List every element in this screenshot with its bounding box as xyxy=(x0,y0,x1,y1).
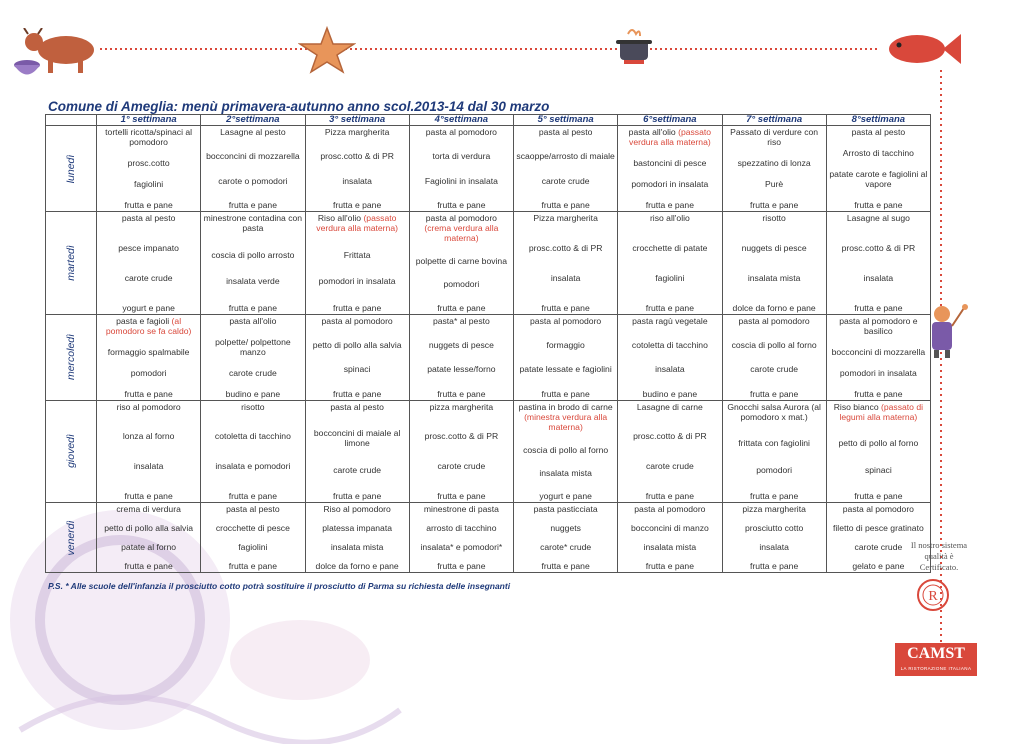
menu-item: bocconcini di maiale al limone xyxy=(313,428,401,449)
menu-item: frutta e pane xyxy=(228,491,277,502)
day-label-cell xyxy=(46,212,97,314)
menu-item-text: Riso bianco xyxy=(833,401,881,412)
menu-item: frutta e pane xyxy=(749,560,799,571)
menu-item: insalata* e pomodori* xyxy=(420,542,503,552)
menu-item: gelato e pane xyxy=(852,560,905,571)
menu-cell xyxy=(826,400,930,502)
menu-item: pasta al pesto xyxy=(330,401,384,412)
camst-logo xyxy=(895,643,977,676)
menu-item: frutta e pane xyxy=(541,302,590,313)
menu-item: insalata mista xyxy=(539,467,592,478)
menu-item: frutta e pane xyxy=(541,200,590,211)
day-row xyxy=(46,212,931,314)
menu-item: fagiolini xyxy=(655,272,685,283)
menu-item: pasta all'olio xyxy=(229,315,277,326)
menu-cell-content xyxy=(410,401,513,502)
menu-cell-content xyxy=(827,126,930,211)
menu-item: polpette/ polpettone manzo xyxy=(215,336,291,357)
menu-cell xyxy=(305,212,409,314)
menu-item: carote* crude xyxy=(540,542,592,552)
menu-item: crema di verdura xyxy=(116,504,181,515)
menu-cell xyxy=(514,503,618,573)
quality-note-line: Il nostro sistema xyxy=(910,540,968,550)
menu-cell xyxy=(201,503,305,573)
menu-item: fagiolini xyxy=(238,542,268,552)
week-header: 2°settimana xyxy=(201,115,305,126)
menu-item: pasta al pomodoro xyxy=(634,504,706,515)
menu-item: yogurt e pane xyxy=(539,491,592,502)
fish-icon xyxy=(885,28,963,70)
menu-table xyxy=(45,114,931,573)
menu-item: carote crude xyxy=(437,461,486,472)
menu-item-note: (passato verdura alla materna) xyxy=(629,127,712,147)
menu-cell-content xyxy=(410,503,513,572)
menu-cell-content xyxy=(306,401,409,502)
day-label: mercoledì xyxy=(65,334,77,381)
menu-item: dolce da forno e pane xyxy=(732,302,816,313)
menu-item: frutta e pane xyxy=(228,560,277,571)
menu-item: pasta al pesto xyxy=(538,127,593,137)
week-header: 5° settimana xyxy=(514,115,618,126)
menu-cell xyxy=(305,314,409,400)
menu-item: spinaci xyxy=(864,464,892,475)
menu-item: dolce da forno e pane xyxy=(315,560,399,571)
day-label-cell xyxy=(46,400,97,502)
day-row xyxy=(46,314,931,400)
menu-item: pasta al pesto xyxy=(851,127,906,137)
menu-item: minestrone di pasta xyxy=(423,504,499,515)
menu-item: frittata con fagiolini xyxy=(738,438,810,449)
menu-item: pasta al pomodoro xyxy=(321,315,393,326)
menu-item: prosc.cotto & di PR xyxy=(633,431,707,442)
menu-cell-content xyxy=(97,401,200,502)
menu-item: Fagiolini in insalata xyxy=(424,175,498,186)
menu-item: patate lessate e fagiolini xyxy=(519,364,612,375)
day-label: giovedì xyxy=(65,434,77,469)
menu-item: pasta ragù vegetale xyxy=(632,315,708,326)
menu-item: pasta* al pesto xyxy=(432,315,490,326)
menu-item: pizza margherita xyxy=(742,504,806,515)
menu-cell-content xyxy=(201,401,304,502)
menu-item: Gnocchi salsa Aurora (al pomodoro x mat.) xyxy=(727,401,821,422)
menu-item: carote crude xyxy=(228,367,277,378)
menu-item: frutta e pane xyxy=(854,302,903,313)
menu-item-text: pastina in brodo di carne xyxy=(518,401,613,412)
menu-item: frutta e pane xyxy=(437,560,486,571)
corner-header-cell xyxy=(46,115,97,126)
menu-item: Arrosto di tacchino xyxy=(842,148,914,159)
menu-cell xyxy=(97,400,201,502)
menu-cell xyxy=(305,126,409,212)
menu-item xyxy=(620,127,719,147)
menu-item: frutta e pane xyxy=(854,200,903,211)
menu-cell xyxy=(97,212,201,314)
menu-cell-content xyxy=(723,212,826,313)
menu-cell-content xyxy=(306,126,409,211)
menu-item: torta di verdura xyxy=(432,151,491,162)
menu-item-text: pasta al pomodoro xyxy=(425,213,497,224)
quality-note-line: Certificato. xyxy=(919,562,959,572)
menu-item-note: (minestra verdura alla materna) xyxy=(524,411,608,432)
menu-item: frutta e pane xyxy=(437,388,486,399)
menu-cell xyxy=(722,314,826,400)
menu-item: bocconcini di manzo xyxy=(630,523,709,534)
registered-mark-letter: R xyxy=(928,589,938,604)
menu-item: carote crude xyxy=(750,364,799,375)
menu-item: insalata xyxy=(550,272,581,283)
menu-item: frutta e pane xyxy=(749,200,799,211)
menu-item: frutta e pane xyxy=(332,388,382,399)
menu-item xyxy=(308,213,407,233)
menu-cell xyxy=(97,503,201,573)
menu-item: insalata e pomodori xyxy=(215,461,291,472)
menu-item: carote crude xyxy=(541,175,590,186)
menu-item: petto di pollo alla salvia xyxy=(312,339,402,350)
menu-item: pasta al pomodoro xyxy=(530,315,602,326)
menu-item-note: (passato verdura alla materna) xyxy=(316,213,398,234)
menu-item: frutta e pane xyxy=(124,388,173,399)
page-title: Comune di Ameglia: menù primavera-autunno anno scol.2013-14 dal 30 marzo xyxy=(48,99,550,114)
menu-item xyxy=(516,402,615,432)
menu-cell xyxy=(409,314,513,400)
menu-item: prosc.cotto & di PR xyxy=(841,242,916,253)
week-header: 7° settimana xyxy=(722,115,826,126)
day-label-cell xyxy=(46,503,97,573)
menu-item: frutta e pane xyxy=(228,302,277,313)
menu-item: frutta e pane xyxy=(437,200,486,211)
menu-cell-content xyxy=(618,401,721,502)
menu-item: insalata xyxy=(863,272,894,283)
menu-item: cotoletta di tacchino xyxy=(214,431,291,442)
menu-item: frutta e pane xyxy=(124,560,173,571)
menu-item: frutta e pane xyxy=(645,491,694,502)
menu-item: frutta e pane xyxy=(437,491,486,502)
week-header: 8°settimana xyxy=(826,115,930,126)
menu-item-text: Riso all'olio xyxy=(317,213,364,224)
menu-item: bocconcini di mozzarella xyxy=(206,151,300,162)
week-header: 1° settimana xyxy=(97,115,201,126)
menu-cell xyxy=(722,212,826,314)
registered-mark-icon xyxy=(916,578,950,612)
menu-item: Frittata xyxy=(343,249,371,260)
menu-item: pasta al pesto xyxy=(226,504,280,515)
menu-cell-content xyxy=(723,503,826,572)
menu-item: risotto xyxy=(762,213,786,224)
menu-cell-content xyxy=(410,212,513,313)
menu-item: frutta e pane xyxy=(541,388,590,399)
menu-cell xyxy=(305,400,409,502)
menu-cell xyxy=(826,126,930,212)
menu-item: frutta e pane xyxy=(854,388,903,399)
menu-item: pomodori xyxy=(130,367,167,378)
menu-cell-content xyxy=(827,212,930,313)
menu-item: frutta e pane xyxy=(645,302,694,313)
menu-item-text: pasta all'olio xyxy=(628,127,679,137)
menu-item: pomodori in insalata xyxy=(631,179,709,190)
menu-cell-content xyxy=(306,503,409,572)
menu-item: insalata xyxy=(133,461,164,472)
menu-item xyxy=(412,213,511,243)
menu-item-note: (passato di legumi alla materna) xyxy=(839,401,924,422)
day-label: lunedì xyxy=(65,154,77,183)
menu-cell-content xyxy=(97,126,200,211)
menu-item: coscia di pollo arrosto xyxy=(211,249,295,260)
menu-cell xyxy=(826,212,930,314)
menu-item: insalata mista xyxy=(643,542,697,552)
menu-item: formaggio xyxy=(546,339,585,350)
menu-item: frutta e pane xyxy=(332,200,382,211)
week-header: 3° settimana xyxy=(305,115,409,126)
menu-item: prosc.cotto xyxy=(127,158,170,169)
menu-item: tortelli ricotta/spinaci al pomodoro xyxy=(105,127,193,147)
cooking-pot-icon xyxy=(612,26,656,70)
menu-item: budino e pane xyxy=(225,388,281,399)
menu-cell xyxy=(514,126,618,212)
menu-item: Pizza margherita xyxy=(324,127,390,137)
menu-cell xyxy=(409,503,513,573)
menu-item: Pizza margherita xyxy=(533,213,598,224)
menu-item: insalata mista xyxy=(747,272,801,283)
menu-item: insalata mista xyxy=(330,542,384,552)
menu-cell xyxy=(722,400,826,502)
menu-item-note: (al pomodoro se fa caldo) xyxy=(105,315,192,336)
menu-item: prosc.cotto & di PR xyxy=(320,151,394,162)
menu-cell-content xyxy=(723,315,826,400)
menu-item: arrosto di tacchino xyxy=(426,523,497,534)
menu-cell xyxy=(514,212,618,314)
menu-cell xyxy=(409,212,513,314)
menu-item: minestrone contadina con pasta xyxy=(203,213,303,234)
menu-cell-content xyxy=(514,401,617,502)
menu-item: frutta e pane xyxy=(332,491,382,502)
starfish-icon xyxy=(298,26,356,74)
menu-cell-content xyxy=(306,315,409,400)
menu-item: cotoletta di tacchino xyxy=(631,339,708,350)
menu-cell-content xyxy=(514,315,617,400)
menu-item: petto di pollo alla salvia xyxy=(104,523,194,534)
menu-cell xyxy=(97,126,201,212)
menu-item: crocchette di pesce xyxy=(215,523,290,534)
day-label: venerdì xyxy=(65,520,77,556)
menu-item: pasta pasticciata xyxy=(533,504,598,515)
menu-item: scaoppe/arrosto di maiale xyxy=(516,151,615,162)
menu-item: Lasagne al pesto xyxy=(220,127,286,137)
menu-cell-content xyxy=(514,212,617,313)
menu-item: carote crude xyxy=(645,461,694,472)
menu-item: frutta e pane xyxy=(749,491,799,502)
menu-item: carote o pomodori xyxy=(218,175,288,186)
menu-item: filetto di pesce gratinato xyxy=(832,523,924,534)
menu-item: spinaci xyxy=(343,364,371,375)
menu-cell xyxy=(514,314,618,400)
logo-tagline: LA RISTORAZIONE ITALIANA xyxy=(900,666,972,671)
menu-cell-content xyxy=(827,401,930,502)
menu-item: Riso al pomodoro xyxy=(323,504,391,515)
menu-item: bastoncini di pesce xyxy=(633,158,707,169)
menu-item: pomodori in insalata xyxy=(839,367,917,378)
menu-cell-content xyxy=(723,401,826,502)
menu-cell xyxy=(201,212,305,314)
menu-cell-content xyxy=(201,503,304,572)
menu-item: crocchette di patate xyxy=(632,242,708,253)
menu-cell-content xyxy=(618,212,721,313)
menu-item: nuggets xyxy=(550,523,581,534)
menu-cell xyxy=(618,503,722,573)
menu-cell-content xyxy=(618,126,721,211)
menu-item: platessa impanata xyxy=(322,523,392,534)
menu-cell xyxy=(201,314,305,400)
menu-item: insalata verde xyxy=(226,276,280,287)
menu-item: Passato di verdure con riso xyxy=(730,127,819,147)
menu-cell xyxy=(826,314,930,400)
menu-item: pomodori in insalata xyxy=(318,276,396,287)
menu-item: insalata xyxy=(342,175,372,186)
menu-cell xyxy=(618,212,722,314)
menu-cell-content xyxy=(201,126,304,211)
menu-cell xyxy=(97,314,201,400)
logo-brand: CAMST xyxy=(907,645,965,662)
menu-item: frutta e pane xyxy=(228,200,277,211)
week-header-row xyxy=(46,115,931,126)
menu-item: pesce impanato xyxy=(118,242,179,253)
menu-item: carote crude xyxy=(333,464,382,475)
menu-cell-content xyxy=(201,315,304,400)
day-row xyxy=(46,126,931,212)
menu-item: frutta e pane xyxy=(437,302,486,313)
menu-cell-content xyxy=(410,315,513,400)
menu-cell xyxy=(201,400,305,502)
menu-cell-content xyxy=(723,126,826,211)
menu-item-text: pasta e fagioli xyxy=(116,315,172,326)
menu-cell xyxy=(514,400,618,502)
menu-item xyxy=(829,402,928,422)
menu-item: risotto xyxy=(241,401,265,412)
menu-item: coscia di pollo al forno xyxy=(523,444,609,455)
menu-item-note: (crema verdura alla materna) xyxy=(424,223,499,244)
menu-cell-content xyxy=(514,503,617,572)
menu-item: pizza margherita xyxy=(429,401,494,412)
menu-item: pasta al pomodoro xyxy=(425,127,497,137)
menu-item: insalata xyxy=(759,542,789,552)
menu-cell xyxy=(409,400,513,502)
menu-item xyxy=(99,316,198,336)
menu-item: nuggets di pesce xyxy=(428,339,494,350)
menu-cell xyxy=(722,126,826,212)
menu-item: prosciutto cotto xyxy=(744,523,804,534)
menu-item: spezzatino di lonza xyxy=(737,158,811,169)
menu-item: polpette di carne bovina xyxy=(415,256,507,267)
menu-cell xyxy=(618,400,722,502)
menu-cell-content xyxy=(827,315,930,400)
menu-cell-content xyxy=(201,212,304,313)
menu-item: patate carote e fagiolini al vapore xyxy=(829,169,928,190)
menu-item: frutta e pane xyxy=(854,491,903,502)
menu-cell-content xyxy=(618,315,721,400)
menu-cell-content xyxy=(306,212,409,313)
day-label-cell xyxy=(46,314,97,400)
menu-item: carote crude xyxy=(124,272,173,283)
menu-cell-content xyxy=(97,212,200,313)
footnote: P.S. * Alle scuole dell'infanzia il prosciutto cotto potrà sostituire il prosciutto di Parma su richiesta delle insegnanti xyxy=(48,581,511,591)
menu-item: Lasagne di carne xyxy=(636,401,703,412)
day-label: martedì xyxy=(65,245,77,281)
menu-cell xyxy=(409,126,513,212)
quality-certification-note xyxy=(904,540,974,573)
menu-cell-content xyxy=(97,315,200,400)
top-dotted-line xyxy=(100,44,880,54)
menu-item: frutta e pane xyxy=(645,200,694,211)
menu-item: lonza al forno xyxy=(122,431,175,442)
quality-note-line: qualità è xyxy=(924,551,954,561)
week-header: 4°settimana xyxy=(409,115,513,126)
menu-item: budino e pane xyxy=(642,388,698,399)
menu-item: pasta al pomodoro e basilico xyxy=(839,315,918,336)
menu-cell-content xyxy=(514,126,617,211)
menu-item: pasta al pomodoro xyxy=(738,315,810,326)
menu-item: frutta e pane xyxy=(541,560,590,571)
menu-item: formaggio spalmabile xyxy=(107,346,190,357)
menu-item: riso al pomodoro xyxy=(116,401,181,412)
menu-item: pomodori xyxy=(756,464,793,475)
menu-cell-content xyxy=(410,126,513,211)
day-row xyxy=(46,400,931,502)
menu-item: Purè xyxy=(765,179,784,190)
menu-item: riso all'olio xyxy=(649,213,690,224)
menu-cell xyxy=(618,314,722,400)
menu-item: frutta e pane xyxy=(124,200,173,211)
menu-item: frutta e pane xyxy=(124,491,173,502)
menu-item: coscia di pollo al forno xyxy=(731,339,817,350)
menu-item: yogurt e pane xyxy=(122,302,175,313)
menu-cell xyxy=(722,503,826,573)
menu-item: prosc.cotto & di PR xyxy=(424,431,499,442)
week-header: 6°settimana xyxy=(618,115,722,126)
menu-item: carote crude xyxy=(854,542,903,552)
menu-item: patate lesse/forno xyxy=(427,364,496,375)
menu-cell xyxy=(305,503,409,573)
menu-cell-content xyxy=(97,503,200,572)
menu-item: patate al forno xyxy=(121,542,177,552)
day-row xyxy=(46,503,931,573)
menu-cell xyxy=(618,126,722,212)
menu-item: Lasagne al sugo xyxy=(846,213,910,224)
menu-item: frutta e pane xyxy=(645,560,694,571)
menu-item: pasta al pesto xyxy=(121,213,176,224)
milk-bowl-icon xyxy=(12,58,42,80)
day-label-cell xyxy=(46,126,97,212)
menu-item: pasta al pomodoro xyxy=(842,504,914,515)
menu-item: bocconcini di mozzarella xyxy=(831,346,926,357)
menu-item: frutta e pane xyxy=(332,302,382,313)
menu-item: nuggets di pesce xyxy=(741,242,807,253)
menu-cell-content xyxy=(618,503,721,572)
menu-item: frutta e pane xyxy=(749,388,799,399)
menu-item: pomodori xyxy=(443,279,480,290)
menu-item: petto di pollo al forno xyxy=(838,438,919,449)
menu-item: prosc.cotto & di PR xyxy=(528,242,603,253)
menu-item: insalata xyxy=(655,364,685,375)
menu-cell xyxy=(201,126,305,212)
menu-item: fagiolini xyxy=(134,179,164,190)
